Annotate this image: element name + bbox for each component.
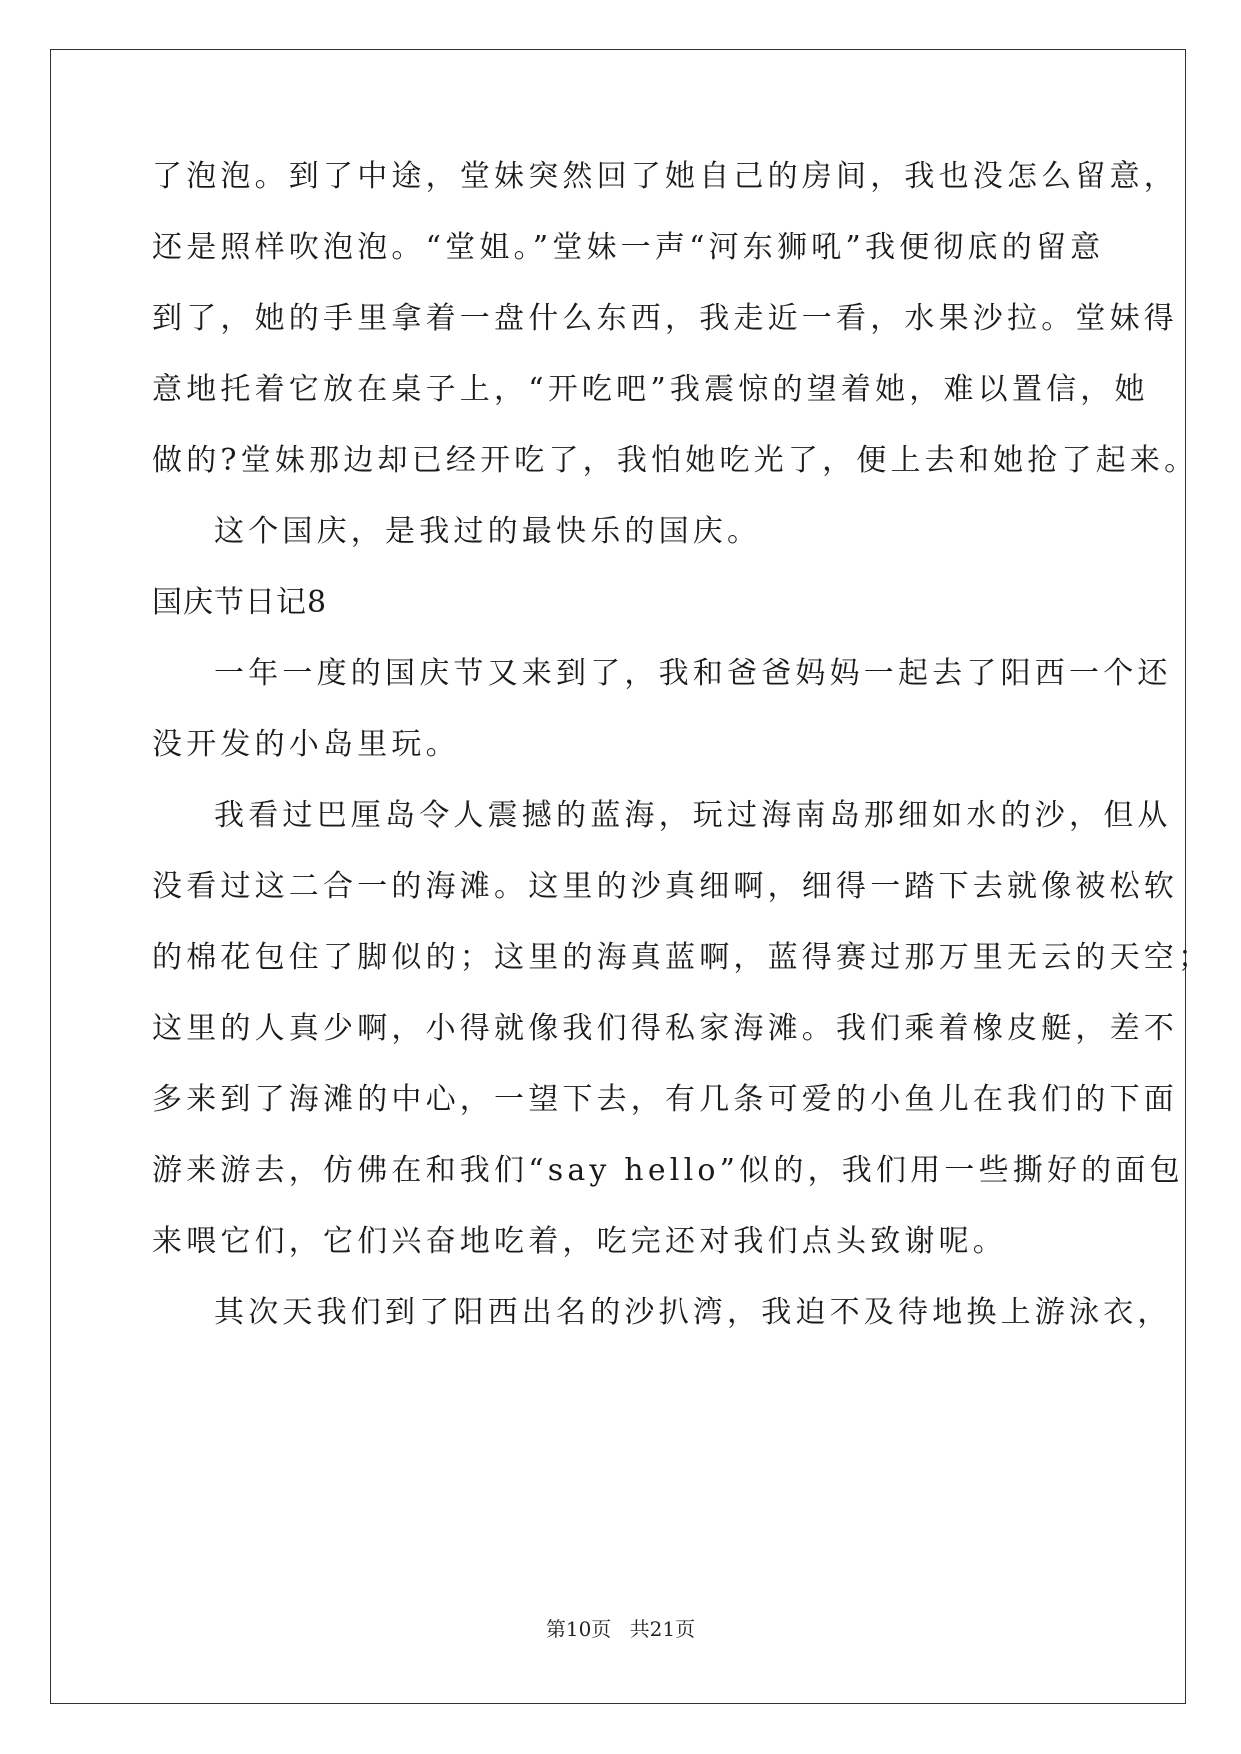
- text-line: 多来到了海滩的中心，一望下去，有几条可爱的小鱼儿在我们的下面: [152, 1082, 1178, 1117]
- text-line: 游来游去，仿佛在和我们“say hello”似的，我们用一些撕好的面包: [152, 1153, 1184, 1188]
- text-line: 到了，她的手里拿着一盘什么东西，我走近一看，水果沙拉。堂妹得: [152, 301, 1178, 336]
- paragraph-line: 其次天我们到了阳西出名的沙扒湾，我迫不及待地换上游泳衣，: [214, 1295, 1172, 1330]
- paragraph-line: 一年一度的国庆节又来到了，我和爸爸妈妈一起去了阳西一个还: [214, 656, 1172, 691]
- total-pages: 共21页: [629, 1617, 696, 1641]
- text-line: 没看过这二合一的海滩。这里的沙真细啊，细得一踏下去就像被松软: [152, 869, 1178, 904]
- text-line: 来喂它们，它们兴奋地吃着，吃完还对我们点头致谢呢。: [152, 1224, 1007, 1259]
- text-line: 做的?堂妹那边却已经开吃了，我怕她吃光了，便上去和她抢了起来。: [152, 443, 1199, 478]
- paragraph-line: 我看过巴厘岛令人震撼的蓝海，玩过海南岛那细如水的沙，但从: [214, 798, 1172, 833]
- section-title: 国庆节日记8: [152, 585, 328, 620]
- text-line: 意地托着它放在桌子上，“开吃吧”我震惊的望着她，难以置信，她: [152, 372, 1149, 407]
- text-line: 还是照样吹泡泡。“堂姐。”堂妹一声“河东狮吼”我便彻底的留意: [152, 230, 1105, 265]
- text-line: 没开发的小岛里玩。: [152, 727, 460, 762]
- page-number: 第10页: [545, 1617, 612, 1641]
- text-line: 这里的人真少啊，小得就像我们得私家海滩。我们乘着橡皮艇，差不: [152, 1011, 1178, 1046]
- text-line: 了泡泡。到了中途，堂妹突然回了她自己的房间，我也没怎么留意，: [152, 159, 1178, 194]
- page-footer: [0, 1617, 1241, 1641]
- text-line: 的棉花包住了脚似的；这里的海真蓝啊，蓝得赛过那万里无云的天空；: [152, 940, 1213, 975]
- paragraph-line: 这个国庆，是我过的最快乐的国庆。: [214, 514, 762, 549]
